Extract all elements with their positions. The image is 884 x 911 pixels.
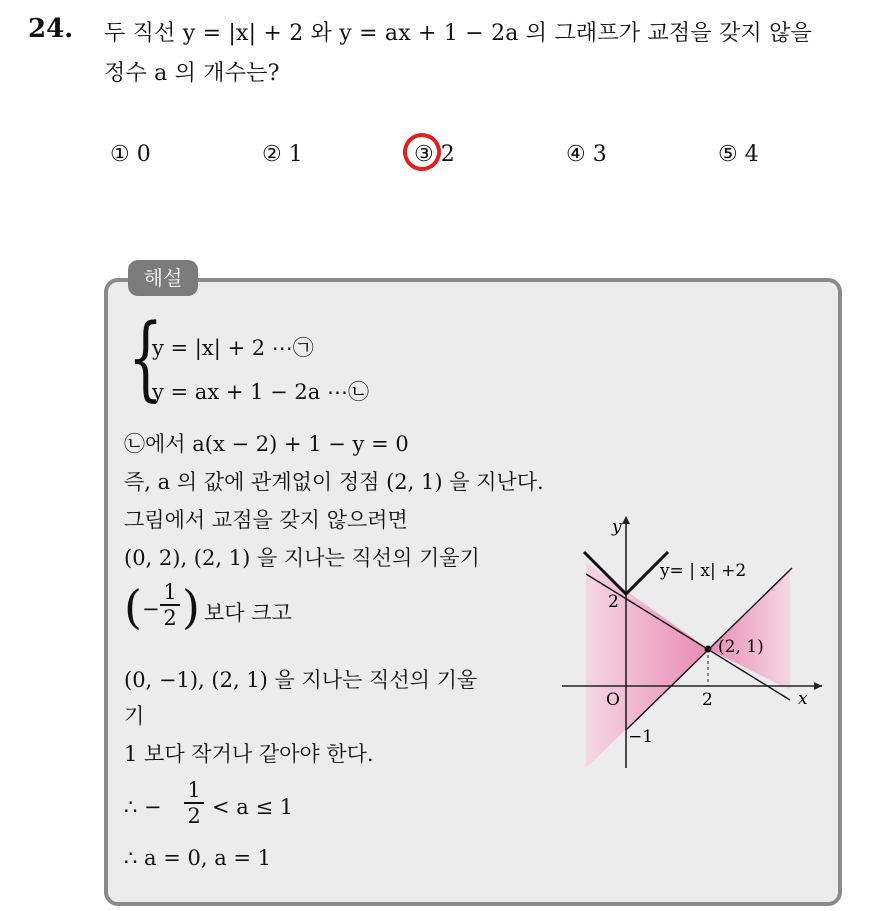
- question-text-line1: 두 직선 y = |x| + 2 와 y = ax + 1 − 2a 의 그래프가 교점을 갖지 않을: [104, 21, 812, 46]
- choice-2[interactable]: ② 1: [262, 142, 303, 167]
- therefore-2: ∴ a = 0, a = 1: [124, 846, 272, 870]
- y-axis-label: y: [612, 517, 622, 537]
- fraction-1: [160, 580, 180, 630]
- shaded-region-right: [708, 570, 790, 690]
- fraction-1-numerator: 1: [163, 580, 177, 604]
- question-text-line2: 정수 a 의 개수는?: [104, 61, 280, 86]
- solution-line-3: 그림에서 교점을 갖지 않으려면: [124, 508, 408, 532]
- fraction-2: [184, 778, 204, 828]
- question-number: 24.: [28, 14, 74, 44]
- solution-line-1: ㉡에서 a(x − 2) + 1 − y = 0: [124, 432, 409, 456]
- y-axis-arrow-icon: [622, 516, 630, 524]
- fraction-2-numerator: 1: [187, 778, 201, 802]
- choice-4[interactable]: ④ 3: [566, 142, 607, 167]
- solution-line-6: (0, −1), (2, 1) 을 지나는 직선의 기울: [124, 668, 478, 692]
- y-intercept-label: 2: [608, 592, 619, 612]
- therefore-1-prefix: ∴ −: [124, 795, 162, 819]
- solution-line-5: 보다 크고: [204, 601, 292, 625]
- fraction-1-denominator: 2: [160, 604, 180, 630]
- fraction-2-denominator: 2: [184, 802, 204, 828]
- system-brace-icon: {: [128, 304, 164, 411]
- curve-label: y= | x| +2: [660, 561, 747, 581]
- graph-figure: [556, 510, 828, 772]
- negative-one-label: −1: [628, 727, 654, 747]
- origin-label: O: [606, 690, 620, 710]
- fixed-point: [705, 646, 712, 653]
- solution-tag: 해설: [128, 260, 198, 296]
- solution-line-2: 즉, a 의 값에 관계없이 정점 (2, 1) 을 지난다.: [124, 470, 544, 494]
- left-paren: (: [124, 580, 142, 634]
- system-equation-1: y = |x| + 2 ⋯㉠: [152, 336, 314, 360]
- solution-line-7: 1 보다 작거나 같아야 한다.: [124, 742, 374, 766]
- point-label: (2, 1): [718, 637, 764, 657]
- solution-line-4: (0, 2), (2, 1) 을 지나는 직선의 기울기: [124, 546, 480, 570]
- selected-answer-circle-icon: [398, 128, 447, 177]
- choice-3[interactable]: ③ 2: [414, 142, 455, 167]
- fraction-1-sign: −: [142, 597, 160, 621]
- choice-1[interactable]: ① 0: [110, 142, 151, 167]
- x-axis-arrow-icon: [814, 682, 822, 690]
- choice-5[interactable]: ⑤ 4: [718, 142, 759, 167]
- x-axis-label: x: [798, 689, 808, 709]
- solution-line-6-cont: 기: [124, 704, 145, 728]
- therefore-1-suffix: < a ≤ 1: [212, 795, 294, 819]
- x-tick-label: 2: [702, 690, 713, 710]
- right-paren: ): [182, 580, 200, 634]
- system-equation-2: y = ax + 1 − 2a ⋯㉡: [152, 380, 369, 404]
